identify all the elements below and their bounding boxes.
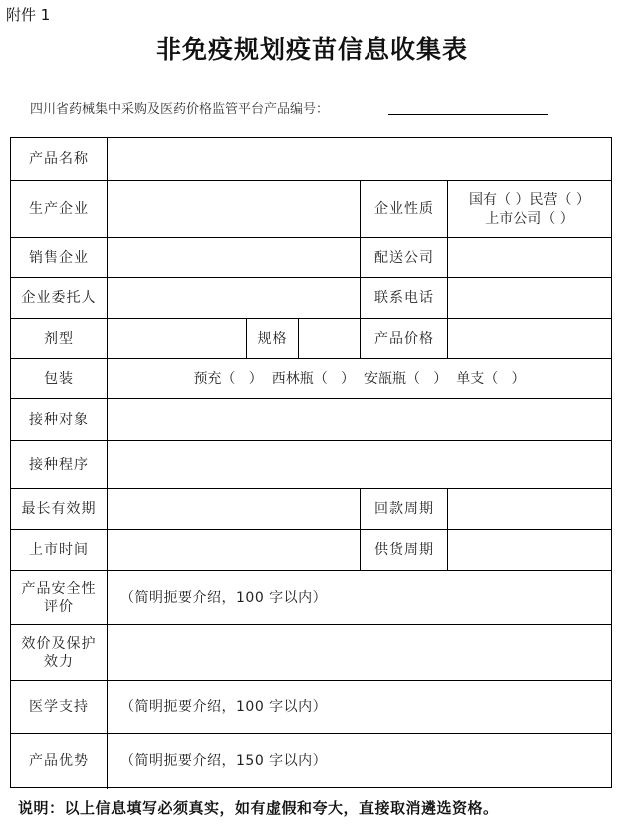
supply-cycle-label: 供货周期: [360, 530, 447, 571]
manufacturer-label: 生产企业: [29, 201, 89, 218]
medical-support-label: 医学支持: [29, 699, 89, 716]
safety-label-line2: 评价: [44, 599, 74, 615]
row-safety: [11, 570, 611, 625]
delivery-company-field[interactable]: [447, 238, 611, 278]
product-price-field[interactable]: [447, 319, 611, 359]
max-validity-field[interactable]: [107, 489, 360, 530]
row-manufacturer: [11, 180, 611, 238]
vaccination-procedure-field[interactable]: [107, 441, 611, 489]
product-name-label: 产品名称: [29, 150, 89, 167]
row-validity: [11, 488, 611, 530]
vaccine-info-form: [10, 137, 612, 788]
manufacturer-field[interactable]: [107, 181, 360, 238]
enterprise-nature-label: 企业性质: [360, 181, 447, 238]
specification-label: 规格: [246, 319, 298, 359]
row-procedure: [11, 440, 611, 489]
safety-label: [11, 571, 107, 625]
safety-field[interactable]: （简明扼要介绍，100 字以内）: [107, 571, 611, 625]
product-price-label: 产品价格: [360, 319, 447, 359]
efficacy-field[interactable]: [107, 625, 611, 681]
max-validity-label: 最长有效期: [21, 501, 97, 518]
dosage-form-field[interactable]: [107, 319, 246, 359]
platform-number-label: 四川省药械集中采购及医药价格监管平台产品编号：: [30, 102, 330, 117]
contact-phone-label: 联系电话: [360, 278, 447, 319]
attachment-label: 附件 1: [6, 6, 51, 24]
entrusted-person-field[interactable]: [107, 278, 360, 319]
nature-options-line1: 国有（ ）民营（ ）: [469, 192, 590, 209]
efficacy-label-line1: 效价及保护: [21, 635, 97, 652]
form-title: 非免疫规划疫苗信息收集表: [155, 35, 468, 64]
product-name-field[interactable]: [107, 138, 611, 180]
packaging-label: 包装: [44, 370, 74, 387]
launch-time-label: 上市时间: [29, 542, 89, 559]
dosage-form-label: 剂型: [44, 330, 74, 347]
efficacy-label-line2: 效力: [44, 654, 74, 670]
product-advantage-label: 产品优势: [29, 753, 89, 770]
payment-cycle-label: 回款周期: [360, 489, 447, 530]
packaging-options[interactable]: 预充（ ） 西林瓶（ ） 安瓿瓶（ ） 单支（ ）: [107, 359, 611, 399]
row-advantage: [11, 733, 611, 789]
row-sales: [11, 237, 611, 278]
enterprise-nature-options[interactable]: [447, 181, 611, 238]
target-population-field[interactable]: [107, 399, 611, 441]
contact-phone-field[interactable]: [447, 278, 611, 319]
medical-support-field[interactable]: （简明扼要介绍，100 字以内）: [107, 681, 611, 734]
row-efficacy: [11, 624, 611, 681]
launch-time-field[interactable]: [107, 530, 360, 571]
row-medical: [11, 680, 611, 734]
row-packaging: [11, 358, 611, 399]
efficacy-label: [11, 625, 107, 681]
platform-number-field[interactable]: [388, 114, 548, 115]
row-entrusted: [11, 277, 611, 319]
row-launch: [11, 529, 611, 571]
entrusted-person-label: 企业委托人: [21, 290, 97, 307]
row-target: [11, 398, 611, 441]
sales-company-label: 销售企业: [29, 249, 89, 266]
safety-label-line1: 产品安全性: [21, 580, 97, 597]
supply-cycle-field[interactable]: [447, 530, 611, 571]
target-population-label: 接种对象: [29, 411, 89, 428]
footnote: 说明：以上信息填写必须真实，如有虚假和夸大，直接取消遴选资格。: [18, 799, 499, 817]
vaccination-procedure-label: 接种程序: [29, 456, 89, 473]
row-dosage: [11, 318, 611, 359]
delivery-company-label: 配送公司: [360, 238, 447, 278]
row-product-name: [11, 138, 611, 180]
sales-company-field[interactable]: [107, 238, 360, 278]
nature-options-line2: 上市公司（ ）: [485, 210, 574, 227]
payment-cycle-field[interactable]: [447, 489, 611, 530]
product-advantage-field[interactable]: （简明扼要介绍，150 字以内）: [107, 734, 611, 789]
specification-field[interactable]: [298, 319, 360, 359]
